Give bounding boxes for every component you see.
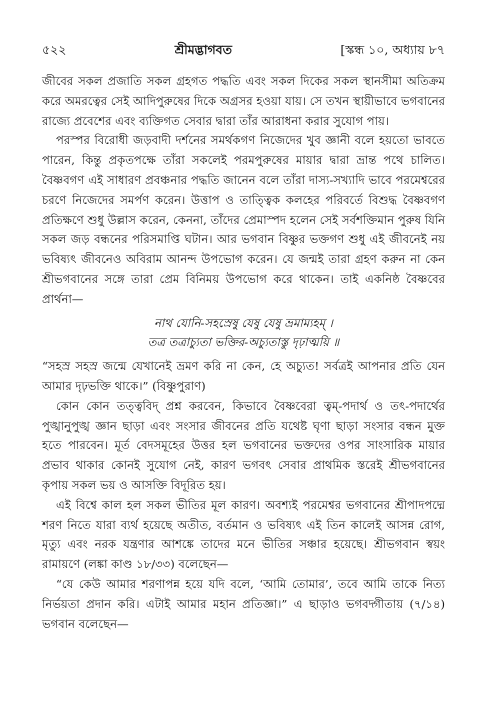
book-title: শ্রীমদ্ভাগবত [174,42,233,57]
paragraph-4: কোন কোন তত্ত্ববিদ্ প্রশ্ন করবেন, কিভাবে বৈষ্ণবেরা ত্বম্-পদার্থ ও তৎ-পদার্থের পুঙ্খানুপুঙ্খ জ্ঞান ছাড়া এবং সংসার জীবনের প্রতি যথেষ্ট ঘৃণা ছাড়া সংসার বন্ধন মুক্ত হতে পারবেন। মূর্ত বেদসমূহের উত্তর হল ভগবানের ভক্তদের ওপর সাংসারিক মায়ার প্রভাব থাকার কোনই সুযোগ নেই, কারণ ভগবৎ সেবার প্রাথমিক স্তরেই শ্রীভগবানের কৃপায় সকল ভয় ও আসক্তি বিদূরিত হয়। [42,398,445,492]
paragraph-3: “সহস্র সহস্র জন্মে যেখানেই ভ্রমণ করি না কেন, হে অচ্যুত! সর্বত্রই আপনার প্রতি যেন আমার দৃঢ়ভক্তি থাকে।” (বিষ্ণুপুরাণ) [42,359,445,393]
sanskrit-verse [42,314,445,354]
page-header [42,42,445,62]
paragraph-6: “যে কেউ আমার শরণাপন্ন হয়ে যদি বলে, ‘আমি তোমার’, তবে আমি তাকে নিত্য নির্ভয়তা প্রদান করি। এটাই আমার মহান প্রতিজ্ঞা।” এ ছাড়াও ভগবদ্গীতায় (৭/১৪) ভগবান বলেছেন— [42,576,445,631]
paragraph-2: পরস্পর বিরোধী জড়বাদী দর্শনের সমর্থকগণ নিজেদের খুব জ্ঞানী বলে হয়তো ভাবতে পারেন, কিন্তু প্রকৃতপক্ষে তাঁরা সকলেই পরমপুরুষের মায়ার দ্বারা ভ্রান্ত পথে চালিত। বৈষ্ণবগণ এই সাধারণ প্রবঞ্চনার পদ্ধতি জানেন বলে তাঁরা দাস্য-সখ্যাদি ভাবে পরমেশ্বরের চরণে নিজেদের সমর্পণ করেন। উত্তাপ ও তাত্ত্বিক কলহের পরিবর্তে বিশুদ্ধ বৈষ্ণবগণ প্রতিক্ষণে শুধু উল্লাস করেন, কেননা, তাঁদের প্রেমাস্পদ হলেন সেই সর্বশক্তিমান পুরুষ যিনি সকল জড় বন্ধনের পরিসমাপ্তি ঘটান। আর ভগবান বিষ্ণুর ভক্তগণ শুধু এই জীবনেই নয় ভবিষ্যৎ জীবনেও অবিরাম আনন্দ উপভোগ করেন। যে জন্মই তারা গ্রহণ করুন না কেন শ্রীভগবানের সঙ্গে তারা প্রেম বিনিময় উপভোগ করে থাকেন। তাই একনিষ্ঠ বৈষ্ণবের প্রার্থনা— [42,133,445,306]
verse-line-2: তত্র তত্রাচ্যুতা ভক্তির-অচ্যুতাস্তু দৃঢ়াত্ময়ি ॥ [147,335,340,350]
paragraph-5: এই বিশ্বে কাল হল সকল ভীতির মূল কারণ। অবশ্যই পরমেশ্বর ভগবানের শ্রীপাদপদ্মে শরণ নিতে যারা ব্যর্থ হয়েছে অতীত, বর্তমান ও ভবিষ্যৎ এই তিন কালেই আসন্ন রোগ, মৃত্যু এবং নরক যন্ত্রণার আশঙ্কে তাদের মনে ভীতির সঞ্চার হয়েছে। শ্রীভগবান স্বয়ং রামায়ণে (লঙ্কা কাণ্ড ১৮/৩৩) বলেছেন— [42,497,445,572]
paragraph-1: জীবের সকল প্রজাতি সকল গ্রহগত পদ্ধতি এবং সকল দিকের সকল স্থানসীমা অতিক্রম করে অমরত্বের সেই আদিপুরুষের দিকে অগ্রসর হওয়া যায়। সে তখন স্থায়ীভাবে ভগবানের রাজ্যে প্রবেশের এবং ব্যক্তিগত সেবার দ্বারা তাঁর আরাধনা করার সুযোগ পায়। [42,74,445,128]
verse-line-1: নাথ যোনি-সহস্রেষু যেষু যেষু ভ্রমাম্যহম্ । [154,315,333,330]
section-reference: [স্কন্ধ ১০, অধ্যায় ৮৭ [340,42,445,57]
page-number: ৫২২ [42,42,67,57]
